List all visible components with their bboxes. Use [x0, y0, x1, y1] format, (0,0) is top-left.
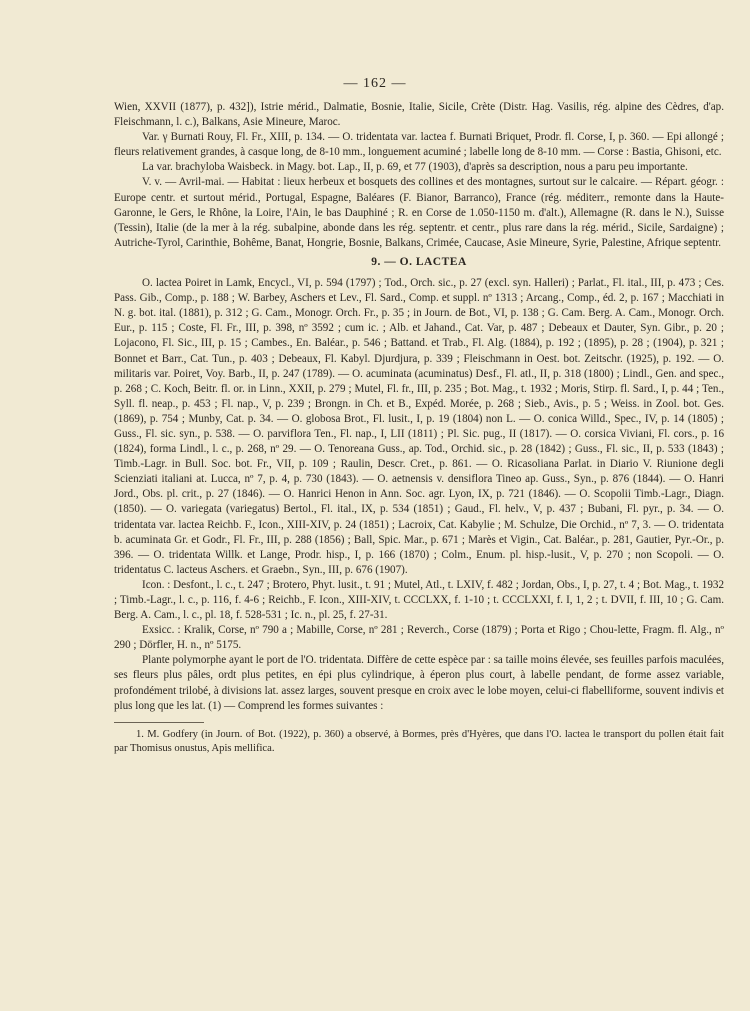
paragraph-distribution: Wien, XXVII (1877), p. 432]), Istrie mérid., Dalmatie, Bosnie, Italie, Sicile, Crète (Distr. Hag. Vasilis, rég. alpine des Cèdres, d'ap. Fleischmann, l. c.), Balkans, Asie Mineure, Maroc.: [114, 101, 724, 129]
page-number: — 162 —: [343, 76, 407, 91]
paragraph-var-burnati: Var. γ Burnati Rouy, Fl. Fr., XIII, p. 134. — O. tridentata var. lactea f. Burnati Briquet, Prodr. fl. Corse, I, p. 360. — Epi allongé ; fleurs relativement grandes, à casque long, de 8-10 mm., longuement acuminé ; labelle long de 8-10 mm. — Corse : Bastia, Ghisoni, etc.: [114, 131, 724, 159]
footnote-rule: [114, 722, 204, 723]
paragraph-description: Plante polymorphe ayant le port de l'O. tridentata. Diffère de cette espèce par : sa taille moins élevée, ses feuilles parfois maculées, ses fleurs plus pâles, ordt plus petites, en épi plus cylindrique, à éperon plus court, à labelle pendant, de forme assez variable, profondément trilobé, à divisions lat. assez larges, souvent presque en croix avec le lobe moyen, celui-ci flabelliforme, souvent indivis et plus long que les lat. (1) — Comprend les formes suivantes :: [114, 654, 724, 712]
paragraph-exsicc: Exsicc. : Kralik, Corse, nº 790 a ; Mabille, Corse, nº 281 ; Reverch., Corse (1879) ; Porta et Rigo ; Chou-lette, Fragm. fl. Alg., nº 290 ; Dörfler, H. n., nº 5175.: [114, 624, 724, 652]
paragraph-icon: Icon. : Desfont., l. c., t. 247 ; Brotero, Phyt. lusit., t. 91 ; Mutel, Atl., t. LXIV, f. 482 ; Jordan, Obs., I, p. 27, t. 4 ; Bot. Mag., t. 1932 ; Timb.-Lagr., l. c., p. 116, f. 4-6 ; Reichb., F. Icon., XIII-XIV, t. CCCLXX, f. 1-10 ; t. CCCLXXI, f. I, 1, 2 ; t. DVII, f. III, 10 ; G. Cam. Berg. A. Cam., l. c., pl. 18, f. 528-531 ; Ic. n., pl. 25, f. 27-31.: [114, 578, 724, 622]
paragraph-habitat: V. v. — Avril-mai. — Habitat : lieux herbeux et bosquets des collines et des montagnes, surtout sur le calcaire. — Répart. géogr. : Europe centr. et surtout mérid., Portugal, Espagne, Baléares (F. Bianor, Barranco), France (rég. méditerr., remonte dans la Haute-Garonne, le Gers, le Rhône, la Loire, l'Ain, le bas Dauphiné ; R. en Corse de 1.050-1150 m. d'alt.), Allemagne (R. dans le N.), Suisse (Tessin), Italie (de la mer à la rég. subalpine, abonde dans les rég. septentr. et centr., plus rare dans la rég. mérid., Sicile, Sardaigne) ; Autriche-Tyrol, Carinthie, Bohême, Banat, Hongrie, Bosnie, Balkans, Crimée, Caucase, Asie Mineure, Syrie, Palestine, Afrique septentr.: [114, 176, 724, 249]
paragraph-synonymy: O. lactea Poiret in Lamk, Encycl., VI, p. 594 (1797) ; Tod., Orch. sic., p. 27 (excl. syn. Halleri) ; Parlat., Fl. ital., III, p. 473 ; Ces. Pass. Gib., Comp., p. 188 ; W. Barbey, Aschers et Lev., Fl. Sard., Comp. et suppl. nº 1313 ; Arcang., Comp., éd. 2, p. 167 ; Macchiati in N. g. bot. ital. (1881), p. 312 ; G. Cam., Monogr. Orch. Fr., p. 35 ; in Journ. de Bot., VI, p. 138 ; G. Cam. Berg. A. Cam., Monogr. Orch. Eur., p. 115 ; Coste, Fl. Fr., III, p. 398, nº 3592 ; cum ic. ; Alb. et Jahand., Cat. Var, p. 487 ; Debeaux et Dauter, Syn. Gibr., p. 20 ; Lojacono, Fl. Sic., III, p. 15 ; Cambes., En. Baléar., p. 546 ; Battand. et Trab., Fl. Alg. (1884), p. 192 ; (1895), p. 28 ; (1904), p. 321 ; Bonnet et Barr., Cat. Tun., p. 403 ; Debeaux, Fl. Kabyl. Djurdjura, p. 339 ; Fleischmann in Oest. bot. Zeitschr. (1925), p. 192. — O. militaris var. Poiret, Voy. Barb., II, p. 247 (1789). — O. acuminata (acuminatus) Desf., Fl. atl., II, p. 318 (1800) ; Lindl., Gen. and spec., p. 268 ; C. Koch, Beitr. fl. or. in Linn., XXII, p. 279 ; Mutel, Fl. fr., III, p. 235 ; Bot. Mag., t. 1932 ; Moris, Stirp. fl. Sard., I, p. 44 ; Ten., Syll. fl. neap., p. 453 ; Fl. nap., V, p. 239 ; Brongn. in Ch. et B., Expéd. Morée, p. 268 ; Sieb., Avis., p. 5 ; Weiss. in Zool. bot. Ges. (1869), p. 754 ; Munby, Cat. p. 34. — O. globosa Brot., Fl. lusit., I, p. 19 (1804) non L. — O. conica Willd., Spec., IV, p. 14 (1805) ; Guss., Fl. sic. syn., p. 538. — O. parviflora Ten., Fl. nap., I, LII (1811) ; Pl. Sic. pug., II (1817). — O. corsica Viviani, Fl. cors., p. 16 (1824), forma Lindl., l. c., p. 268, nº 29. — O. Tenoreana Guss., ap. Tod., Orchid. sic., p. 28 (1842) ; Guss., Fl. sic., II, p. 533 (1843) ; Timb.-Lagr. in Bull. Soc. bot. Fr., VII, p. 109 ; Raulin, Descr. Cret., p. 861. — O. Ricasoliana Parlat. in Diario V. Riunione degli Scienziati italiani at. Lucca, nº 7, p. 4, p. 730 (1843). — O. aetnensis v. densiflora Tineo ap. Guss., Syn., p. 876 (1844). — O. Hanri Jord., Obs. pl. crit., p. 27 (1846). — O. Hanrici Henon in Ann. Soc. agr. Lyon, IX, p. 721 (1846). — O. Scopolii Timb.-Lagr., Diagn. (1850). — O. variegata (variegatus) Bertol., Fl. ital., IX, p. 534 (1851) ; Gaud., Fl. helv., V, p. 437 ; Bubani, Fl. pyr., p. 34. — O. tridentata var. lactea Reichb. F., Icon., XIII-XIV, p. 24 (1851) ; Lacroix, Cat. Kabylie ; M. Schulze, Die Orchid., nº 7, 3. — O. tridentata b. acuminata Gr. et Godr., Fl. Fr., III, p. 288 (1856) ; Ball, Spic. Mar., p. 671 ; Marès et Vigin., Cat. Baléar., p. 281, Gautier, Pyr.-Or., p. 396. — O. tridentata Willk. et Lange, Prodr. hisp., I, p. 166 (1870) ; Colm., Enum. pl. hisp.-lusit., V, p. 270 ; non Scopoli. — O. tridentatus C. lacteus Aschers. et Graebn., Syn., III, p. 676 (1907).: [114, 277, 724, 576]
paragraph-var-brachyloba: La var. brachyloba Waisbeck. in Magy. bot. Lap., II, p. 69, et 77 (1903), d'après sa description, nous a paru peu importante.: [142, 161, 688, 174]
footnote: 1. M. Godfery (in Journ. of Bot. (1922), p. 360) a observé, à Bormes, près d'Hyères, que dans l'O. lactea le transport du pollen était fait par Thomisus onustus, Apis mellifica.: [114, 728, 724, 754]
section-title: 9. — O. LACTEA: [371, 255, 467, 268]
body-text: [114, 100, 724, 756]
